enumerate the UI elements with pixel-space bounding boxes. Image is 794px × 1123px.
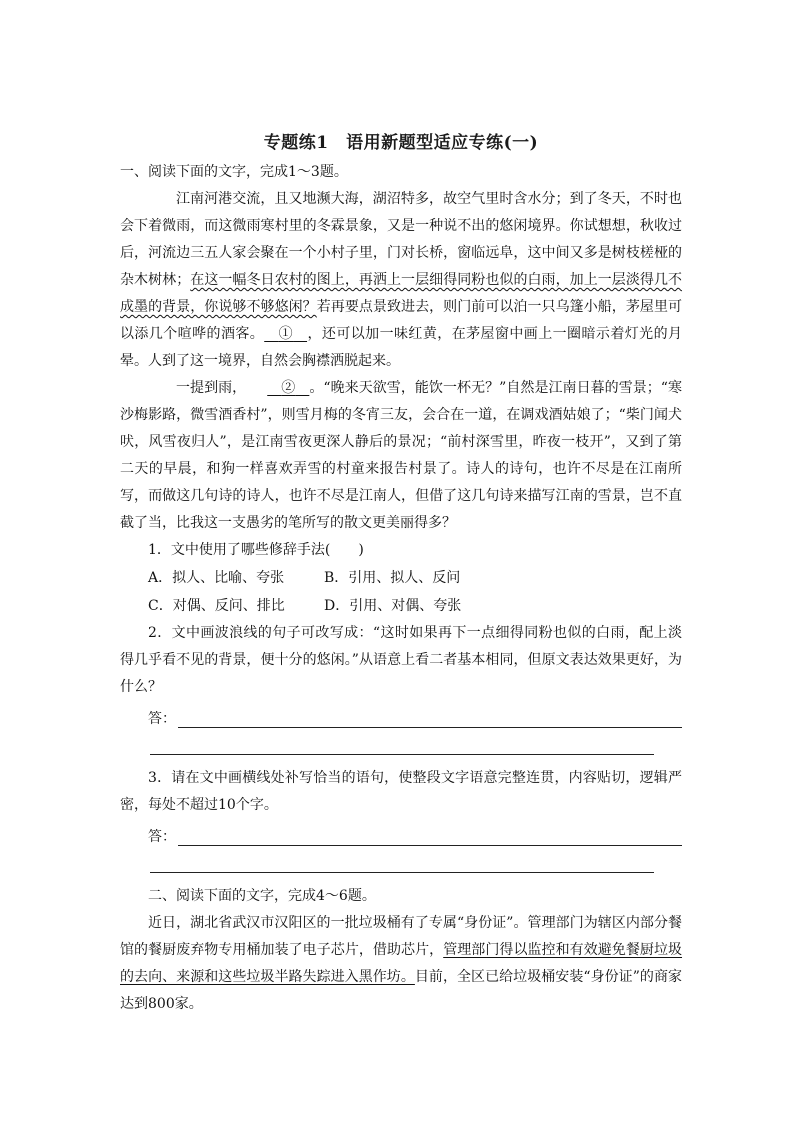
section2-heading: 二、阅读下面的文字，完成4～6题。 [148, 888, 376, 904]
options-row-2 [120, 592, 682, 620]
section2-text-b: 目前，全区已给垃圾桶安装“身份证”的商家达到800家。 [120, 969, 682, 1012]
answer-line-q3-second[interactable] [150, 846, 654, 873]
answer-label: 答： [148, 711, 176, 727]
option-b: B．引用、拟人、反问 [324, 570, 461, 586]
passage2-text-a: 一提到雨， [176, 380, 247, 396]
question-2: 2．文中画波浪线的句子可改写成：“这时如果再下一点细得同粉也似的白雨，配上淡得几乎看不见的背景，便十分的悠闲。”从语意上看二者基本相同，但原文表达效果更好，为什么？ [120, 625, 682, 695]
section1-heading: 一、阅读下面的文字，完成1～3题。 [120, 164, 348, 180]
underlined-sentence: 管理部门得以监控和有效避免餐厨垃圾的去向、来源和这些垃圾半路失踪进入黑作坊。 [120, 942, 683, 985]
question-3: 3．请在文中画横线处补写恰当的语句，使整段文字语意完整连贯，内容贴切，逻辑严密，每处不超过10个字。 [120, 770, 682, 813]
question-1: 1．文中使用了哪些修辞手法( ) [148, 542, 364, 558]
passage-paragraph-1 [120, 186, 682, 375]
answer-line-q2-second[interactable] [150, 728, 654, 755]
passage1-text-c: ，还可以加一味红黄，在茅屋窗中画上一圈暗示着灯光的月晕。人到了这一境界，自然会胸襟洒脱起来。 [120, 326, 683, 369]
answer-rule [178, 711, 682, 728]
option-d: D．引用、对偶、夸张 [324, 598, 462, 614]
blank-2-marker: ② [281, 380, 296, 396]
passage2-text-b: 。“晚来天欲雪，能饮一杯无？”自然是江南日暮的雪景；“寒沙梅影路，微雪酒香村”，则雪月梅的冬宵三友，会合在一道，在调戏酒姑娘了；“柴门闻犬吠，风雪夜归人”，是江南雪夜更深人静后的景况；“前村深雪里，昨夜一枝开”，又到了第二天的早晨，和狗一样喜欢弄雪的村童来报告村景了。诗人的诗句，也许不尽是在江南所写，而做这几句诗的诗人，也许不尽是江南人，但借了这几句诗来描写江南的雪景，岂不直截了当，比我这一支愚劣的笔所写的散文更美丽得多？ [120, 380, 683, 531]
option-a: A．拟人、比喻、夸张 [148, 570, 285, 586]
passage-paragraph-2 [120, 375, 682, 537]
section2-text-a: 近日，湖北省武汉市汉阳区的一批垃圾桶有了专属“身份证”。管理部门为辖区内部分餐馆的餐厨废弃物专用桶加装了电子芯片，借助芯片， [120, 915, 682, 958]
option-c: C．对偶、反问、排比 [148, 598, 285, 614]
section2-paragraph [120, 910, 682, 1018]
page-title: 专题练1 语用新题型适应专练(一) [263, 133, 539, 153]
blank-1 [264, 326, 307, 342]
document-page [120, 128, 682, 1018]
answer-label: 答： [148, 829, 176, 845]
blank-1-marker: ① [278, 326, 294, 342]
answer-rule [178, 829, 682, 846]
passage1-text-b: 若再要点景致进去，则门前可以泊一只乌篷小船，茅屋里可以添几个喧哗的酒客。 [120, 299, 682, 342]
blank-2 [267, 380, 309, 396]
wavy-underlined-sentence: 在这一幅冬日农村的图上，再洒上一层细得同粉也似的白雨，加上一层淡得几不成墨的背景，你说够不够悠闲？ [120, 272, 683, 315]
options-row-1 [120, 564, 682, 592]
answer-line-q3[interactable] [120, 819, 682, 846]
answer-line-q2[interactable] [120, 701, 682, 728]
passage1-text-a: 江南河港交流，且又地濒大海，湖沼特多，故空气里时含水分；到了冬天，不时也会下着微雨，而这微雨寒村里的冬霖景象，又是一种说不出的悠闲境界。你试想想，秋收过后，河流边三五人家会聚在一个小村子里，门对长桥，窗临远阜，这中间又多是树枝槎桠的杂木树林； [120, 191, 682, 288]
